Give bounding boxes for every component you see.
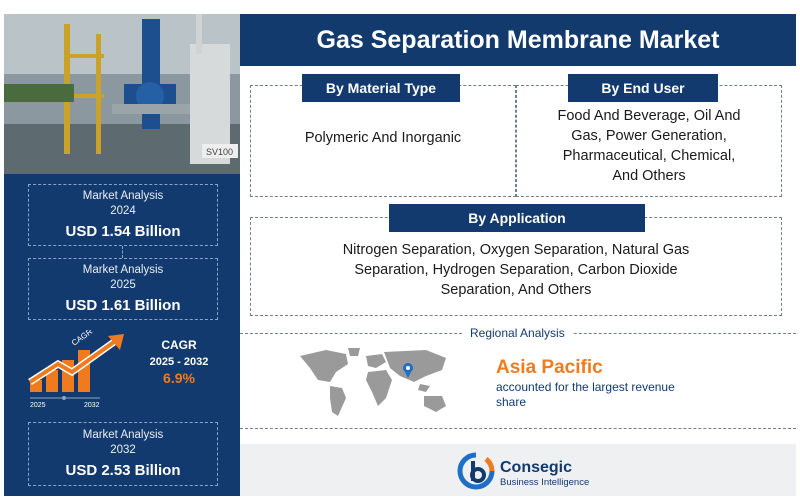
region-description: [496, 380, 706, 410]
cagr-range: 2025 - 2032: [149, 356, 209, 368]
material-type-heading: By Material Type: [302, 74, 460, 102]
connector-line: [122, 246, 123, 258]
cagr-panel: [28, 330, 218, 408]
cagr-graphic-label: CAGR: [69, 330, 95, 348]
world-map-graphic: [296, 346, 456, 422]
stat-value: USD 1.61 Billion: [65, 297, 181, 314]
brand-tagline: Business Intelligence: [500, 477, 590, 488]
cagr-title: CAGR: [161, 338, 197, 352]
market-stat-2032: [28, 422, 218, 486]
cagr-text: [140, 338, 218, 386]
stat-year: 2024: [110, 205, 136, 217]
stat-year: 2025: [110, 279, 136, 291]
stat-year: 2032: [110, 444, 136, 456]
cagr-growth-graphic: [28, 330, 138, 408]
photo-sign: SV100: [206, 147, 234, 157]
regional-analysis-label: Regional Analysis: [462, 326, 573, 340]
stat-value: USD 2.53 Billion: [65, 462, 181, 479]
application-line: Nitrogen Separation, Oxygen Separation, Natural Gas: [342, 242, 690, 258]
footer-divider: [240, 428, 796, 429]
region-desc-line: share: [496, 395, 527, 409]
stat-value: USD 1.54 Billion: [65, 223, 181, 240]
end-user-line: Pharmaceutical, Chemical,: [562, 148, 736, 164]
end-user-text: [518, 106, 780, 186]
cagr-start-year: 2025: [30, 402, 46, 408]
end-user-line: Gas, Power Generation,: [571, 128, 727, 144]
application-line: Separation, Hydrogen Separation, Carbon Dioxide: [354, 262, 678, 278]
end-user-heading: By End User: [568, 74, 718, 102]
market-stat-2025: [28, 258, 218, 320]
industrial-plant-photo: [4, 14, 240, 174]
stat-label: Market Analysis: [82, 190, 164, 202]
page-title: Gas Separation Membrane Market: [240, 14, 796, 66]
application-heading: By Application: [389, 204, 645, 232]
market-stat-2024: [28, 184, 218, 246]
stat-label: Market Analysis: [82, 429, 164, 441]
cagr-end-year: 2032: [84, 402, 100, 408]
stat-label: Market Analysis: [82, 264, 164, 276]
end-user-line: Food And Beverage, Oil And: [557, 108, 741, 124]
end-user-line: And Others: [612, 168, 686, 184]
material-type-text: Polymeric And Inorganic: [304, 130, 462, 146]
consegic-logo-icon: [456, 451, 496, 491]
application-line: Separation, And Others: [440, 282, 592, 298]
brand-name: Consegic: [500, 459, 573, 476]
application-text: [252, 240, 780, 300]
region-desc-line: accounted for the largest revenue: [496, 380, 675, 394]
region-name: Asia Pacific: [496, 357, 603, 378]
cagr-value: 6.9%: [163, 370, 195, 386]
